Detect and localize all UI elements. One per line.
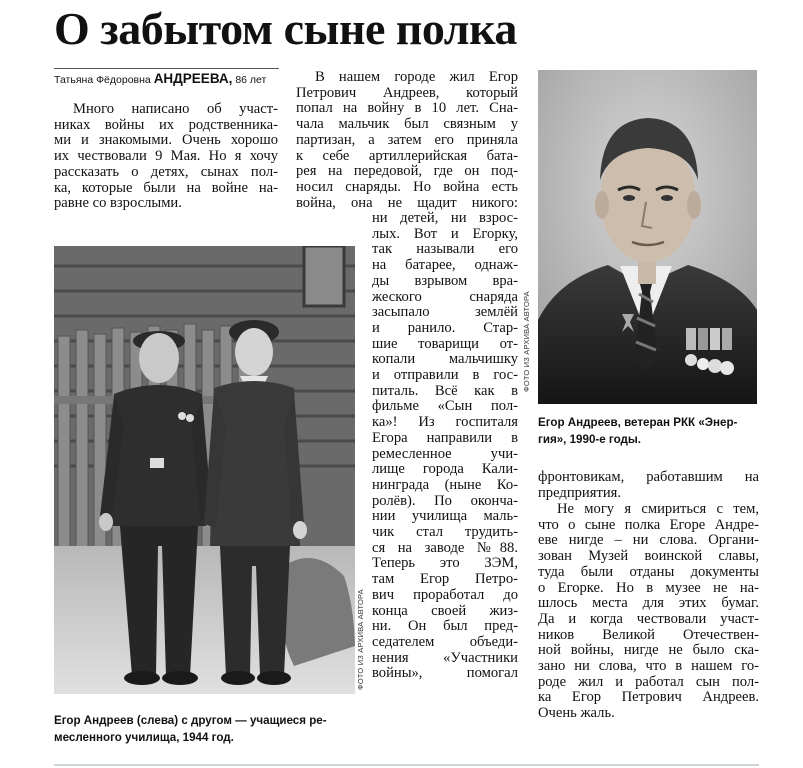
author-name: Татьяна Фёдоровна <box>54 74 151 86</box>
text-line: Не могу я смириться с тем, <box>557 501 759 517</box>
text-line: питаль. Всё как в <box>372 382 518 399</box>
author-surname: АНДРЕЕВА, <box>153 71 233 86</box>
text-line: ников Великой Отечествен- <box>538 626 759 643</box>
text-line: Много написано об участ- <box>73 101 278 117</box>
text-line: фильме «Сын пол- <box>372 398 518 415</box>
text-line: туда были отданы документы <box>538 563 759 580</box>
text-line: рассказать о детях, сынах пол- <box>54 163 278 180</box>
intro-paragraph <box>54 102 278 212</box>
text-line: конца своей жиз- <box>372 602 518 619</box>
text-line: и отправили в гос- <box>372 367 518 384</box>
text-line: чала мальчик был связным у <box>296 116 518 133</box>
text-line: Егора направили в <box>372 429 518 446</box>
final-paragraph <box>538 502 759 722</box>
text-line: зано ни слова, что в нашем го- <box>538 658 759 675</box>
text-line: нинграда (ныне Ко- <box>372 476 518 493</box>
text-line: шие товарищи от- <box>372 335 518 352</box>
text-line: ка Егор Петрович Андреев. <box>538 689 759 706</box>
headline: О забытом сыне полка <box>54 3 517 54</box>
text-line: В нашем городе жил Егор <box>315 69 518 85</box>
byline <box>54 68 279 88</box>
text-line: носил снаряды. Но война есть <box>296 178 518 195</box>
main-paragraph-top <box>296 70 518 211</box>
text-line: вич проработал до <box>372 586 518 603</box>
portrait-photo-credit: ФОТО ИЗ АРХИВА АВТОРА <box>522 291 531 392</box>
text-line: ной войны, нигде не было ска- <box>538 642 759 659</box>
text-line: Да и когда чествовали участ- <box>538 610 759 627</box>
text-line: и ранило. Стар- <box>372 319 518 336</box>
text-line: нии училища маль- <box>372 508 518 525</box>
boys-caption <box>54 712 358 746</box>
text-line: войны», помогал <box>372 665 518 682</box>
text-line: еве нигде – ни слова. Органи- <box>538 532 759 549</box>
text-line: война, она не щадит никого: <box>296 194 518 211</box>
caption-line: Егор Андреев, ветеран РКК «Энер- <box>538 416 738 429</box>
text-line: седателем объеди- <box>372 633 518 650</box>
text-line: ды взрывом вра- <box>372 272 518 289</box>
text-line: нения «Участники <box>372 649 518 666</box>
text-line: о Егорке. Но в музее не на- <box>538 579 759 596</box>
text-line: ремесленное учи- <box>372 445 518 462</box>
text-line: копали мальчишку <box>372 351 518 368</box>
portrait-caption <box>538 414 760 448</box>
text-line: ми и знакомыми. Очень хорошо <box>54 132 278 149</box>
caption-line: гия», 1990-е годы. <box>538 433 642 446</box>
caption-line: Егор Андреев (слева) с другом — учащиеся ре- <box>54 714 327 727</box>
portrait-photo <box>538 70 757 404</box>
continued-paragraph <box>538 470 759 501</box>
text-line: ка»! Из госпиталя <box>372 414 518 431</box>
text-line: Теперь это ЗЭМ, <box>372 555 518 572</box>
text-line: шлось места для этих бумаг. <box>538 595 759 612</box>
text-line: что о сыне полка Егоре Андре- <box>538 516 759 533</box>
author-age: 86 лет <box>235 74 267 86</box>
bottom-divider <box>54 764 759 766</box>
text-line: ся на заводе №88. <box>372 539 518 556</box>
boys-photo-credit: ФОТО ИЗ АРХИВА АВТОРА <box>356 589 365 690</box>
text-line: жеского снаряда <box>372 288 518 305</box>
text-line: засыпало землёй <box>372 304 518 321</box>
text-line: попал на войну в 10 лет. Сна- <box>296 100 518 117</box>
text-line: роде жил и работал сын пол- <box>538 673 759 690</box>
boys-photo <box>54 246 355 694</box>
text-line: ни. Он был пред- <box>372 618 518 635</box>
text-line: лых. Вот и Егорку, <box>372 225 518 242</box>
text-line: на батарее, однаж- <box>372 257 518 274</box>
text-line: так называли его <box>372 241 518 258</box>
text-line: зован Музей воинской славы, <box>538 548 759 565</box>
text-line: ка, которые были на войне на- <box>54 179 278 196</box>
text-line: никах войны их родственника- <box>54 116 278 133</box>
text-line: Петрович Андреев, который <box>296 84 518 101</box>
main-paragraph-narrow <box>372 211 518 682</box>
text-line: предприятия. <box>538 484 621 501</box>
text-line: рея на передовой, где он под- <box>296 163 518 180</box>
text-line: Очень жаль. <box>538 705 615 722</box>
text-line: к себе артиллерийская бата- <box>296 147 518 164</box>
text-line: лище города Кали- <box>372 461 518 478</box>
text-line: ни детей, ни взрос- <box>372 210 518 226</box>
text-line: равне со взрослыми. <box>54 195 182 212</box>
text-line: там Егор Петро- <box>372 571 518 588</box>
caption-line: месленного училища, 1944 год. <box>54 731 234 744</box>
text-line: их чествовали 9 Мая. Но я хочу <box>54 148 278 165</box>
text-line: ролёв). По оконча- <box>372 492 518 509</box>
text-line: фронтовикам, работавшим на <box>538 469 759 485</box>
text-line: чик стал трудить- <box>372 524 518 541</box>
text-line: партизан, а затем его приняла <box>296 131 518 148</box>
